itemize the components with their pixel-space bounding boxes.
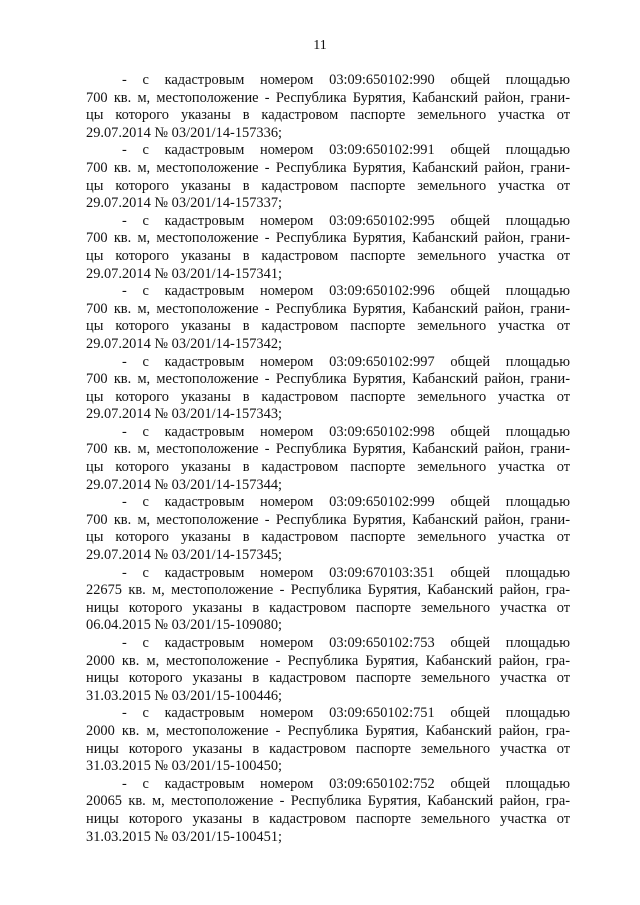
entry-first-line: - с кадастровым номером 03:09:650102:999 общей площадью xyxy=(122,494,570,511)
parcel-entry xyxy=(86,705,570,775)
entry-line: ницы которого указаны в кадастровом паспорте земельного участка от xyxy=(86,740,570,757)
entry-line: 06.04.2015 № 03/201/15-109080; xyxy=(86,617,283,634)
entry-line: 700 кв. м, местоположение - Республика Бурятия, Кабанский район, грани- xyxy=(86,371,570,388)
entry-first-line: - с кадастровым номером 03:09:650102:995 общей площадью xyxy=(122,212,570,229)
document-body xyxy=(86,72,570,846)
parcel-entry xyxy=(86,776,570,846)
parcel-entry xyxy=(86,565,570,635)
entry-line: ницы которого указаны в кадастровом паспорте земельного участка от xyxy=(86,810,570,827)
parcel-entry xyxy=(86,494,570,564)
parcel-entry xyxy=(86,72,570,142)
entry-line: 700 кв. м, местоположение - Республика Бурятия, Кабанский район, грани- xyxy=(86,300,570,317)
entry-first-line: - с кадастровым номером 03:09:650102:752 общей площадью xyxy=(122,775,570,792)
entry-line: 2000 кв. м, местоположение - Республика Бурятия, Кабанский район, гра- xyxy=(86,652,570,669)
entry-first-line: - с кадастровым номером 03:09:650102:753 общей площадью xyxy=(122,635,570,651)
entry-line: 2000 кв. м, местоположение - Республика Бурятия, Кабанский район, гра- xyxy=(86,722,570,739)
entry-line: 20065 кв. м, местоположение - Республика Бурятия, Кабанский район, гра- xyxy=(86,793,570,810)
entry-line: 700 кв. м, местоположение - Республика Бурятия, Кабанский район, грани- xyxy=(86,159,570,176)
parcel-entry xyxy=(86,213,570,283)
entry-line: цы которого указаны в кадастровом паспорте земельного участка от xyxy=(86,247,570,264)
parcel-entry xyxy=(86,635,570,705)
page-number: 11 xyxy=(313,38,327,53)
entry-line: 29.07.2014 № 03/201/14-157341; xyxy=(86,265,283,282)
entry-line: цы которого указаны в кадастровом паспорте земельного участка от xyxy=(86,318,570,335)
entry-first-line: - с кадастровым номером 03:09:650102:996 общей площадью xyxy=(122,283,570,300)
entry-line: 31.03.2015 № 03/201/15-100446; xyxy=(86,687,283,704)
parcel-entry xyxy=(86,283,570,353)
entry-line: цы которого указаны в кадастровом паспорте земельного участка от xyxy=(86,529,570,546)
entry-first-line: - с кадастровым номером 03:09:650102:998 общей площадью xyxy=(122,423,570,440)
entry-line: цы которого указаны в кадастровом паспорте земельного участка от xyxy=(86,388,570,405)
entry-line: 22675 кв. м, местоположение - Республика Бурятия, Кабанский район, гра- xyxy=(86,582,570,599)
entry-line: 29.07.2014 № 03/201/14-157345; xyxy=(86,547,283,564)
entry-line: 29.07.2014 № 03/201/14-157337; xyxy=(86,195,283,212)
parcel-entry xyxy=(86,354,570,424)
entry-first-line: - с кадастровым номером 03:09:650102:751 общей площадью xyxy=(122,705,570,722)
entry-line: ницы которого указаны в кадастровом паспорте земельного участка от xyxy=(86,670,570,687)
parcel-entry xyxy=(86,424,570,494)
entry-line: ницы которого указаны в кадастровом паспорте земельного участка от xyxy=(86,599,570,616)
entry-line: 700 кв. м, местоположение - Республика Бурятия, Кабанский район, грани- xyxy=(86,89,570,106)
entry-first-line: - с кадастровым номером 03:09:670103:351 общей площадью xyxy=(122,564,570,581)
entry-first-line: - с кадастровым номером 03:09:650102:990 общей площадью xyxy=(122,72,570,88)
entry-line: 29.07.2014 № 03/201/14-157343; xyxy=(86,406,283,423)
entry-line: 31.03.2015 № 03/201/15-100450; xyxy=(86,758,283,775)
entry-line: 29.07.2014 № 03/201/14-157336; xyxy=(86,124,283,141)
entry-line: цы которого указаны в кадастровом паспорте земельного участка от xyxy=(86,107,570,124)
entry-first-line: - с кадастровым номером 03:09:650102:997 общей площадью xyxy=(122,353,570,370)
entry-line: 700 кв. м, местоположение - Республика Бурятия, Кабанский район, грани- xyxy=(86,441,570,458)
entry-line: 29.07.2014 № 03/201/14-157342; xyxy=(86,335,283,352)
entry-line: 700 кв. м, местоположение - Республика Бурятия, Кабанский район, грани- xyxy=(86,511,570,528)
entry-line: цы которого указаны в кадастровом паспорте земельного участка от xyxy=(86,177,570,194)
entry-line: цы которого указаны в кадастровом паспорте земельного участка от xyxy=(86,459,570,476)
entry-line: 700 кв. м, местоположение - Республика Бурятия, Кабанский район, грани- xyxy=(86,230,570,247)
parcel-entry xyxy=(86,142,570,212)
entry-line: 31.03.2015 № 03/201/15-100451; xyxy=(86,828,283,845)
entry-first-line: - с кадастровым номером 03:09:650102:991 общей площадью xyxy=(122,142,570,159)
entry-line: 29.07.2014 № 03/201/14-157344; xyxy=(86,476,283,493)
